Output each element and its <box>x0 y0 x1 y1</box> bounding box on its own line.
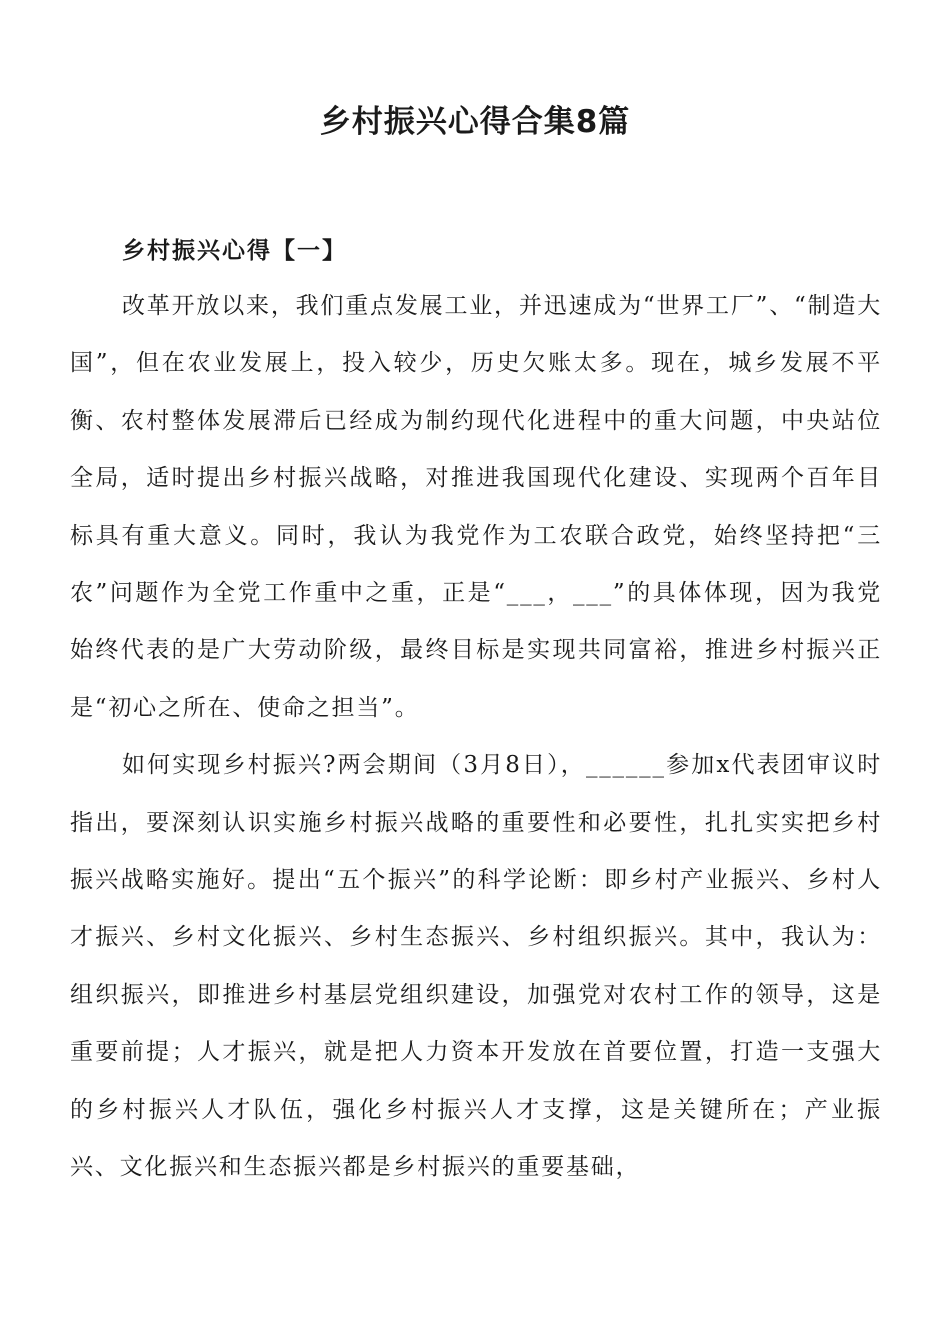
document-title: 乡村振兴心得合集8篇 <box>319 104 631 140</box>
document-body <box>70 278 882 1197</box>
section-heading: 乡村振兴心得【一】 <box>122 237 347 264</box>
paragraph-1: 改革开放以来，我们重点发展工业，并迅速成为“世界工厂”、“制造大国”，但在农业发展上，投入较少，历史欠账太多。现在，城乡发展不平衡、农村整体发展滞后已经成为制约现代化进程中的重大问题，中央站位全局，适时提出乡村振兴战略，对推进我国现代化建设、实现两个百年目标具有重大意义。同时，我认为我党作为工农联合政党，始终坚持把“三农”问题作为全党工作重中之重，正是“___，___”的具体体现，因为我党始终代表的是广大劳动阶级，最终目标是实现共同富裕，推进乡村振兴正是“初心之所在、使命之担当”。 <box>70 293 882 721</box>
paragraph-2: 如何实现乡村振兴?两会期间（3月8日），______参加x代表团审议时指出，要深刻认识实施乡村振兴战略的重要性和必要性，扎扎实实把乡村振兴战略实施好。提出“五个振兴”的科学论断：即乡村产业振兴、乡村人才振兴、乡村文化振兴、乡村生态振兴、乡村组织振兴。其中，我认为：组织振兴，即推进乡村基层党组织建设，加强党对农村工作的领导，这是重要前提；人才振兴，就是把人力资本开发放在首要位置，打造一支强大的乡村振兴人才队伍，强化乡村振兴人才支撑，这是关键所在；产业振兴、文化振兴和生态振兴都是乡村振兴的重要基础， <box>70 752 882 1181</box>
